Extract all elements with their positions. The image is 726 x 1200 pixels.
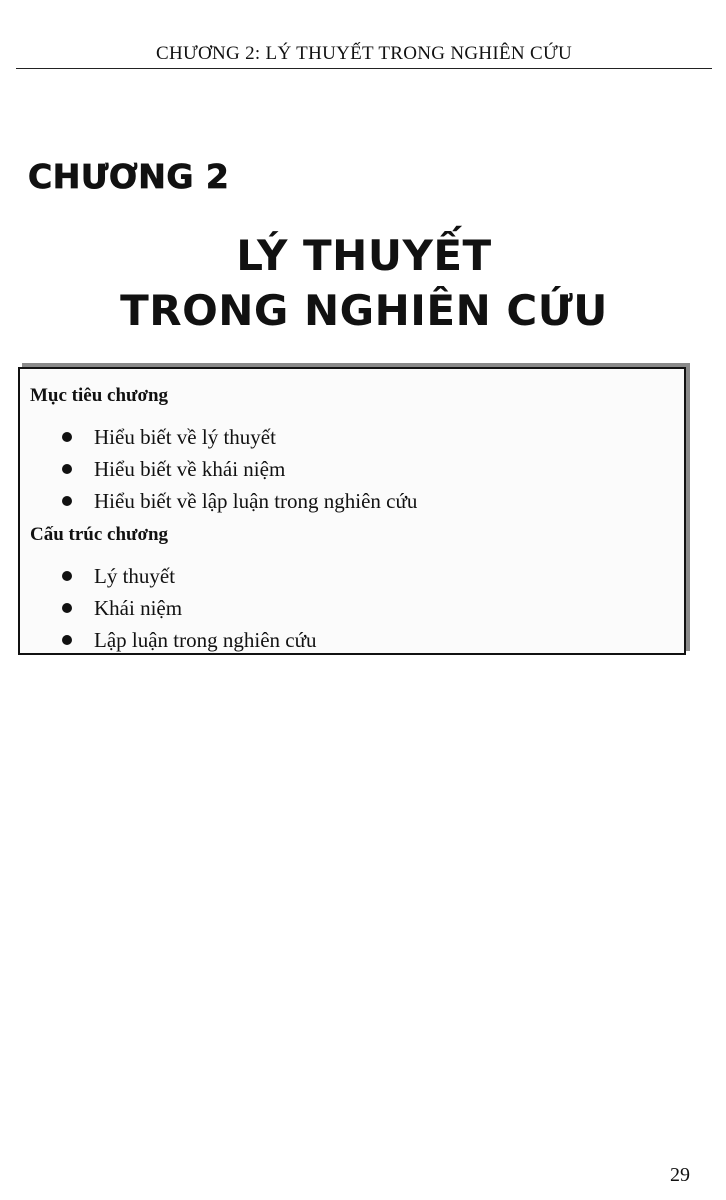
- structure-heading: Cấu trúc chương: [30, 524, 169, 545]
- bullet-icon: [62, 432, 72, 442]
- chapter-label: CHƯƠNG 2: [28, 157, 230, 196]
- bullet-icon: [62, 603, 72, 613]
- list-item: [62, 560, 317, 592]
- list-item: [62, 485, 417, 517]
- chapter-summary-box: [18, 367, 686, 655]
- bullet-icon: [62, 464, 72, 474]
- list-item-text: Lập luận trong nghiên cứu: [94, 628, 317, 652]
- structure-list: [62, 560, 317, 656]
- objectives-list: [62, 421, 417, 517]
- list-item-text: Hiểu biết về lý thuyết: [94, 425, 276, 449]
- page-number: 29: [670, 1164, 690, 1186]
- list-item-text: Hiểu biết về lập luận trong nghiên cứu: [94, 489, 418, 513]
- bullet-icon: [62, 635, 72, 645]
- list-item-text: Hiểu biết về khái niệm: [94, 457, 286, 481]
- list-item: [62, 453, 417, 485]
- list-item: [62, 592, 317, 624]
- objectives-heading: Mục tiêu chương: [30, 385, 169, 406]
- list-item: [62, 421, 417, 453]
- list-item-text: Khái niệm: [94, 596, 183, 620]
- list-item-text: Lý thuyết: [94, 564, 176, 588]
- bullet-icon: [62, 571, 72, 581]
- running-header: CHƯƠNG 2: LÝ THUYẾT TRONG NGHIÊN CỨU: [155, 43, 573, 64]
- header-rule: [16, 68, 712, 69]
- list-item: [62, 624, 317, 656]
- bullet-icon: [62, 496, 72, 506]
- chapter-title-line-1: LÝ THUYẾT: [236, 231, 492, 280]
- chapter-title-line-2: TRONG NGHIÊN CỨU: [120, 286, 608, 335]
